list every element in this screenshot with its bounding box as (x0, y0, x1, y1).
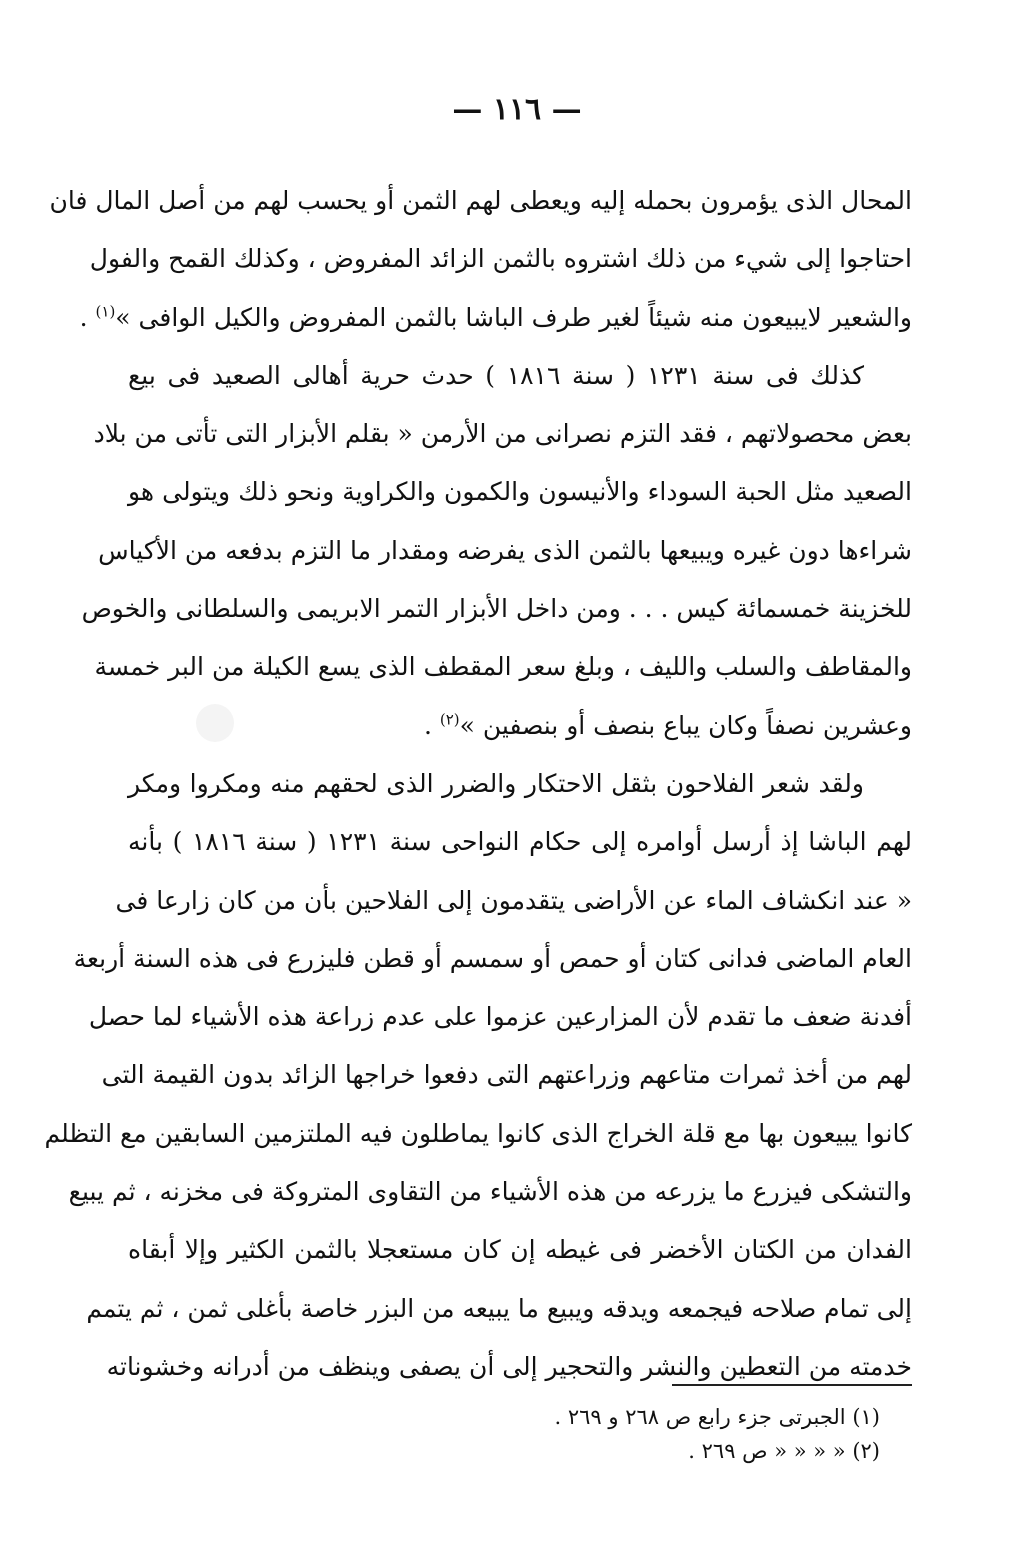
text-line: العام الماضى فدانى كتان أو حمص أو سمسم أو قطن فليزرع فى هذه السنة أربعة (73, 943, 912, 973)
footnote-1: (١) الجبرتى جزء رابع ص ٢٦٨ و ٢٦٩ . (554, 1405, 880, 1429)
text-line: « عند انكشاف الماء عن الأراضى يتقدمون إلى الفلاحين بأن من كان زارعا فى (115, 885, 912, 915)
period: . (423, 710, 432, 740)
text-line: المحال الذى يؤمرون بحمله إليه ويعطى لهم الثمن أو يحسب لهم من أصل المال فان (49, 186, 912, 215)
text-line: بعض محصولاتهم ، فقد التزم نصرانى من الأرمن « بقلم الأبزار التى تأتى من بلاد (93, 419, 912, 449)
text-line (79, 289, 912, 347)
text-line: الفدان من الكتان الأخضر فى غيطه إن كان مستعجلا بالثمن الكثير وإلا أبقاه (128, 1235, 912, 1265)
text-line: ولقد شعر الفلاحون بثقل الاحتكار والضرر الذى لحقهم منه ومكروا ومكر (128, 768, 864, 798)
text-line: شراءها دون غيره ويبيعها بالثمن الذى يفرضه ومقدار ما التزم بدفعه من الأكياس (98, 535, 912, 565)
text-line: للخزينة خمسمائة كيس . . . ومن داخل الأبزار التمر الابريمى والسلطانى والخوص (81, 594, 912, 624)
page-number: — ١١٦ — (452, 92, 582, 127)
text-line: خدمته من التعطين والنشر والتحجير إلى أن يصفى وينظف من أدرانه وخشوناته (106, 1351, 912, 1381)
body-text (44, 172, 912, 1396)
text-line: والتشكى فيزرع ما يزرعه من هذه الأشياء من التقاوى المتروكة فى مخزنه ، ثم يبيع (68, 1177, 912, 1207)
text-line: احتاجوا إلى شيء من ذلك اشتروه بالثمن الزائد المفروض ، وكذلك القمح والفول (89, 244, 912, 274)
text-line: لهم من أخذ ثمرات متاعهم وزراعتهم التى دفعوا خراجها الزائد بدون القيمة التى (101, 1060, 912, 1090)
text-line: أفدنة ضعف ما تقدم لأن المزارعين عزموا على عدم زراعة هذه الأشياء لما حصل (88, 1002, 912, 1032)
text-line: الصعيد مثل الحبة السوداء والأنيسون والكمون والكراوية ونحو ذلك ويتولى هو (128, 477, 912, 507)
text-line: لهم الباشا إذ أرسل أوامره إلى حكام النواحى سنة ١٢٣١ ( سنة ١٨١٦ ) بأنه (128, 827, 912, 857)
footnotes (380, 1400, 880, 1468)
footnote-ref-1: (١) (95, 302, 116, 321)
text-line (128, 697, 912, 755)
text-line-content: والشعير لايبيعون منه شيئاً لغير طرف الباشا بالثمن المفروض والكيل الوافى » (115, 302, 912, 332)
footnote-ref-2: (٢) (439, 710, 460, 729)
footnote-divider (672, 1384, 912, 1386)
text-line-content: وعشرين نصفاً وكان يباع بنصف أو بنصفين » (459, 710, 912, 740)
footnote-2: (٢) « « « « ص ٢٦٩ . (688, 1439, 880, 1463)
text-line: إلى تمام صلاحه فيجمعه ويدقه ويبيع ما يبيعه من البزر خاصة بأغلى ثمن ، ثم يتمم (86, 1293, 912, 1323)
text-line: كذلك فى سنة ١٢٣١ ( سنة ١٨١٦ ) حدث حرية أهالى الصعيد فى بيع (128, 360, 865, 390)
text-line: والمقاطف والسلب والليف ، وبلغ سعر المقطف الذى يسع الكيلة من البر خمسة (94, 652, 912, 682)
text-line: كانوا يبيعون بها مع قلة الخراج الذى كانوا يماطلون فيه الملتزمين السابقين مع التظلم (44, 1118, 912, 1148)
period: . (79, 302, 88, 332)
paper-smudge (196, 704, 234, 742)
